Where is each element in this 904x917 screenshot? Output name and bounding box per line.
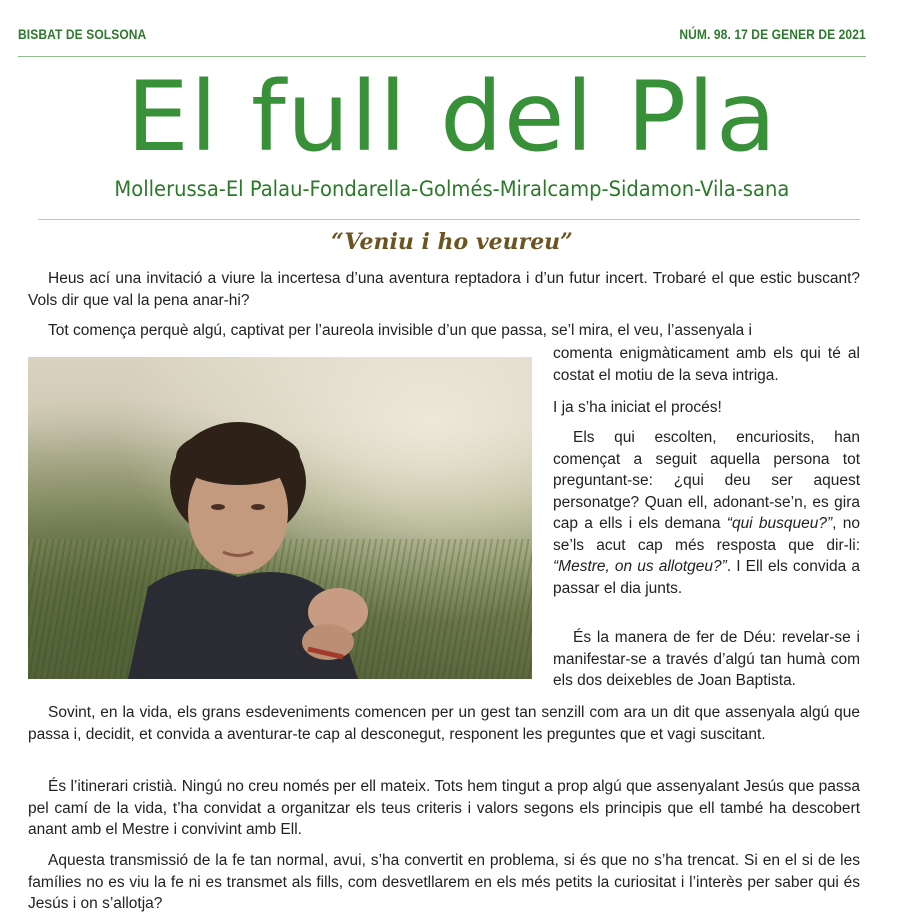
top-bar [18,26,866,57]
masthead-title-text: El full del Pla [126,61,778,173]
paragraph-4 [553,427,860,599]
paragraph-1: Heus ací una invitació a viure la incertesa d’una aventura reptadora i d’un futur incert. Trobaré el que estic buscant? Vols dir que val la pena anar-hi? [28,270,860,309]
diocese-name: BISBAT DE SOLSONA [18,26,147,42]
paragraph-3: I ja s’ha iniciat el procés! [553,399,722,416]
paragraph-2a: Tot comença perquè algú, captivat per l’aureola invisible d’un que passa, se’l mira, el veu, l’assenyala i [48,322,752,339]
p4-middle: , no se’ls acut cap més resposta que dir-li: [553,515,860,554]
p4-quote-2: “Mestre, on us allotgeu?” [553,558,727,575]
man-in-grass-image [88,387,388,679]
issue-date: NÚM. 98. 17 DE GENER DE 2021 [679,26,866,42]
masthead-towns [0,177,904,201]
divider [38,219,860,220]
article-photo [28,357,532,679]
p4-start: Els qui escolten, encuriosits, han començat a seguit aquella persona tot preguntant-se: ¿qui deu ser aquest personatge? Quan ell, adonant-se’n, es gira cap a ells i els demana [553,429,860,532]
paragraph-5: És la manera de fer de Déu: revelar-se i manifestar-se a través d’algú tan humà com els dos deixebles de Joan Baptista. [553,629,860,689]
paragraph-2b: comenta enigmàticament amb els qui té al costat el motiu de la seva intriga. [553,345,860,384]
masthead-title [0,61,904,173]
p4-end: . I Ell els convida a passar el dia junts. [553,558,861,597]
masthead-towns-text: Mollerussa-El Palau-Fondarella-Golmés-Miralcamp-Sidamon-Vila-sana [114,177,790,201]
article-heading: “Veniu i ho veureu” [331,229,573,255]
paragraph-8: Aquesta transmissió de la fe tan normal, avui, s’ha convertit en problema, si és que no s’ha trencat. Si en el si de les famílies no es viu la fe ni es transmet als fills, com desvetllarem en els més petits la curiositat i l’interès per saber qui és Jesús i on s’allotja? [28,852,860,912]
p4-quote-1: “qui busqueu?” [726,515,833,532]
paragraph-6: Sovint, en la vida, els grans esdeveniments comencen per un gest tan senzill com ara un dit que assenyala algú que passa i, decidit, et convida a aventurar-te cap al desconegut, responent les preguntes que et vagi suscitant. [28,704,860,743]
paragraph-7: És l’itinerari cristià. Ningú no creu només per ell mateix. Tots hem tingut a prop algú que assenyalant Jesús que passa pel camí de la vida, t’ha convidat a organitzar els teus criteris i valors segons els principis que ell també ha descobert anant amb el Mestre i convivint amb Ell. [28,778,860,838]
